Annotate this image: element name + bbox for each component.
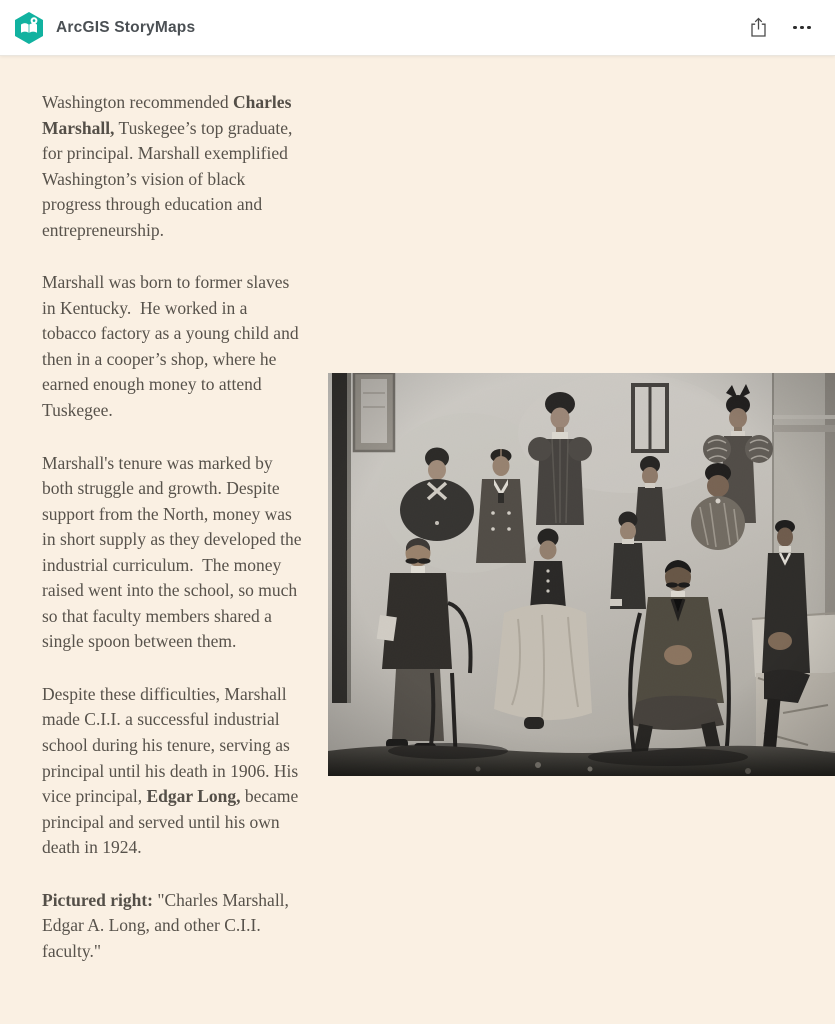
paragraph: Pictured right: "Charles Marshall, Edgar A. Long, and other C.I.I. faculty." xyxy=(42,889,294,961)
faculty-photo xyxy=(328,373,835,776)
paragraph: Marshall's tenure was marked by both struggle and growth. Despite support from the North, money was in short supply as they developed the industrial curriculum. The money raised went into the school, so much so that faculty members shared a single spoon between them. xyxy=(42,452,306,652)
share-icon[interactable] xyxy=(743,13,773,43)
storymaps-logo-icon xyxy=(13,11,45,45)
article xyxy=(42,90,306,964)
app-title: ArcGIS StoryMaps xyxy=(56,18,196,36)
paragraph: Despite these difficulties, Marshall made C.I.I. a successful industrial school during his tenure, serving as principal until his death in 1906. His vice principal, Edgar Long, became principal and served until his own death in 1924. xyxy=(42,683,303,858)
more-options-icon[interactable] xyxy=(787,13,817,43)
app-header xyxy=(0,0,835,56)
paragraph: Marshall was born to former slaves in Kentucky. He worked in a tobacco factory as a young child and then in a cooper’s shop, where he earned enough money to attend Tuskegee. xyxy=(42,272,303,421)
paragraph: Washington recommended Charles Marshall, Tuskegee’s top graduate, for principal. Marshall exemplified Washington’s vision of black progress through education and entrepreneurship. xyxy=(42,92,297,240)
